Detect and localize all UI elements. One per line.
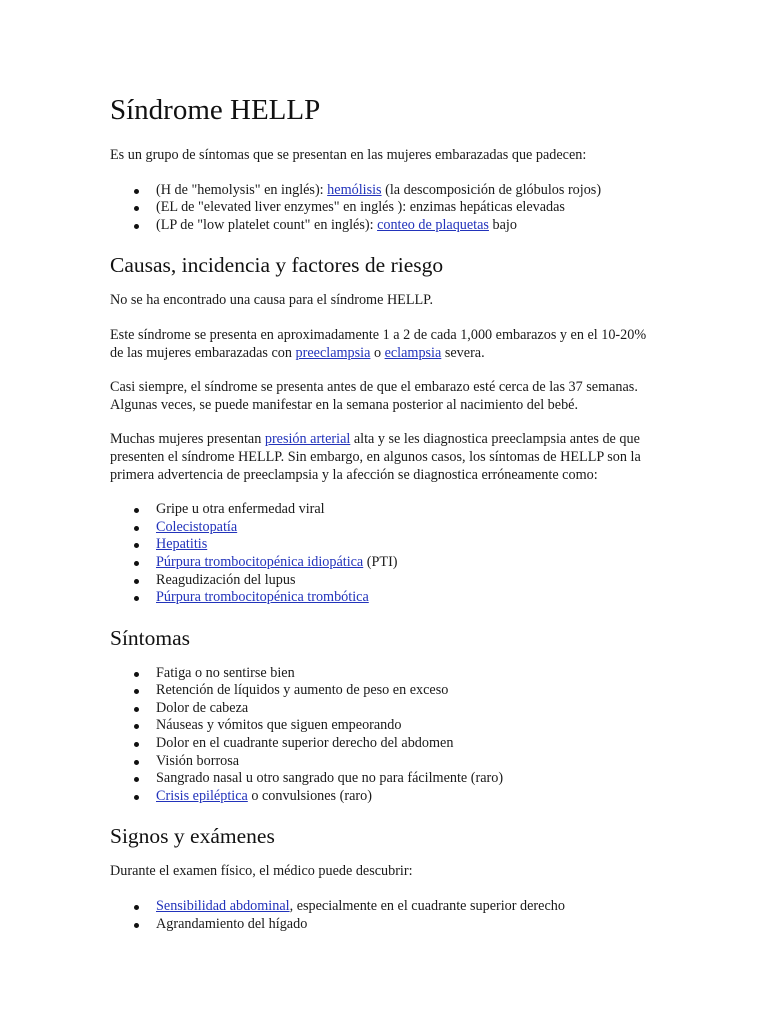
link-conteo-de-plaquetas[interactable]: conteo de plaquetas	[377, 216, 489, 233]
intro-paragraph: Es un grupo de síntomas que se presentan en las mujeres embarazadas que padecen:	[110, 147, 587, 163]
list-item: Dolor de cabeza	[156, 700, 650, 718]
link-crisis-epileptica[interactable]: Crisis epiléptica	[156, 787, 248, 804]
list-item: Fatiga o no sentirse bien	[156, 665, 650, 683]
misdiagnosis-list	[110, 501, 650, 607]
list-item: Náuseas y vómitos que siguen empeorando	[156, 717, 650, 735]
list-item: Púrpura trombocitopénica idiopática (PTI)	[156, 554, 650, 572]
link-sensibilidad-abdominal[interactable]: Sensibilidad abdominal	[156, 898, 290, 915]
list-item: Agrandamiento del hígado	[156, 916, 650, 934]
list-item	[156, 589, 650, 607]
link-colecistopatia[interactable]: Colecistopatía	[156, 518, 238, 535]
page-title: Síndrome HELLP	[110, 94, 321, 126]
list-item	[156, 536, 650, 554]
list-item: (EL de "elevated liver enzymes" en inglés ): enzimas hepáticas elevadas	[156, 199, 650, 217]
causes-paragraph-3: Casi siempre, el síndrome se presenta antes de que el embarazo esté cerca de las 37 semanas. Algunas veces, se puede manifestar en la semana posterior al nacimiento del bebé.	[110, 379, 638, 413]
list-item: Visión borrosa	[156, 753, 650, 771]
link-purpura-idiopatica[interactable]: Púrpura trombocitopénica idiopática	[156, 553, 364, 570]
definition-list	[110, 182, 650, 235]
document-body	[110, 92, 650, 950]
list-item: (H de "hemolysis" en inglés): hemólisis (la descomposición de glóbulos rojos)	[156, 182, 650, 200]
link-eclampsia[interactable]: eclampsia	[384, 344, 442, 361]
signs-intro: Durante el examen físico, el médico puede descubrir:	[110, 863, 413, 880]
section-heading-signos: Signos y exámenes	[110, 824, 275, 849]
list-item: Dolor en el cuadrante superior derecho del abdomen	[156, 735, 650, 753]
list-item	[156, 519, 650, 537]
link-presion-arterial[interactable]: presión arterial	[264, 431, 351, 448]
list-item: Retención de líquidos y aumento de peso en exceso	[156, 682, 650, 700]
list-item: Sensibilidad abdominal, especialmente en el cuadrante superior derecho	[156, 898, 650, 916]
causes-paragraph-2: Este síndrome se presenta en aproximadamente 1 a 2 de cada 1,000 embarazos y en el 10-20% de las mujeres embarazadas con preeclampsia o eclampsia severa.	[110, 326, 647, 361]
list-item: (LP de "low platelet count" en inglés): conteo de plaquetas bajo	[156, 217, 650, 235]
link-hepatitis[interactable]: Hepatitis	[156, 536, 208, 553]
list-item: Gripe u otra enfermedad viral	[156, 501, 650, 519]
section-heading-sintomas: Síntomas	[110, 625, 191, 650]
list-item: Reagudización del lupus	[156, 572, 650, 590]
list-item: Crisis epiléptica o convulsiones (raro)	[156, 788, 650, 806]
symptoms-list	[110, 665, 650, 806]
link-purpura-trombotica[interactable]: Púrpura trombocitopénica trombótica	[156, 589, 369, 606]
causes-paragraph-4: Muchas mujeres presentan presión arterial alta y se les diagnostica preeclampsia antes de que presenten el síndrome HELLP. Sin embargo, en algunos casos, los síntomas de HELLP son la primera advertencia de preeclampsia y la afección se diagnostica erróneamente como:	[110, 431, 641, 483]
section-heading-causas: Causas, incidencia y factores de riesgo	[110, 253, 444, 278]
link-hemolisis[interactable]: hemólisis	[327, 181, 382, 198]
link-preeclampsia[interactable]: preeclampsia	[295, 344, 371, 361]
list-item: Sangrado nasal u otro sangrado que no para fácilmente (raro)	[156, 770, 650, 788]
causes-paragraph-1: No se ha encontrado una causa para el síndrome HELLP.	[110, 292, 434, 309]
signs-list	[110, 898, 650, 933]
